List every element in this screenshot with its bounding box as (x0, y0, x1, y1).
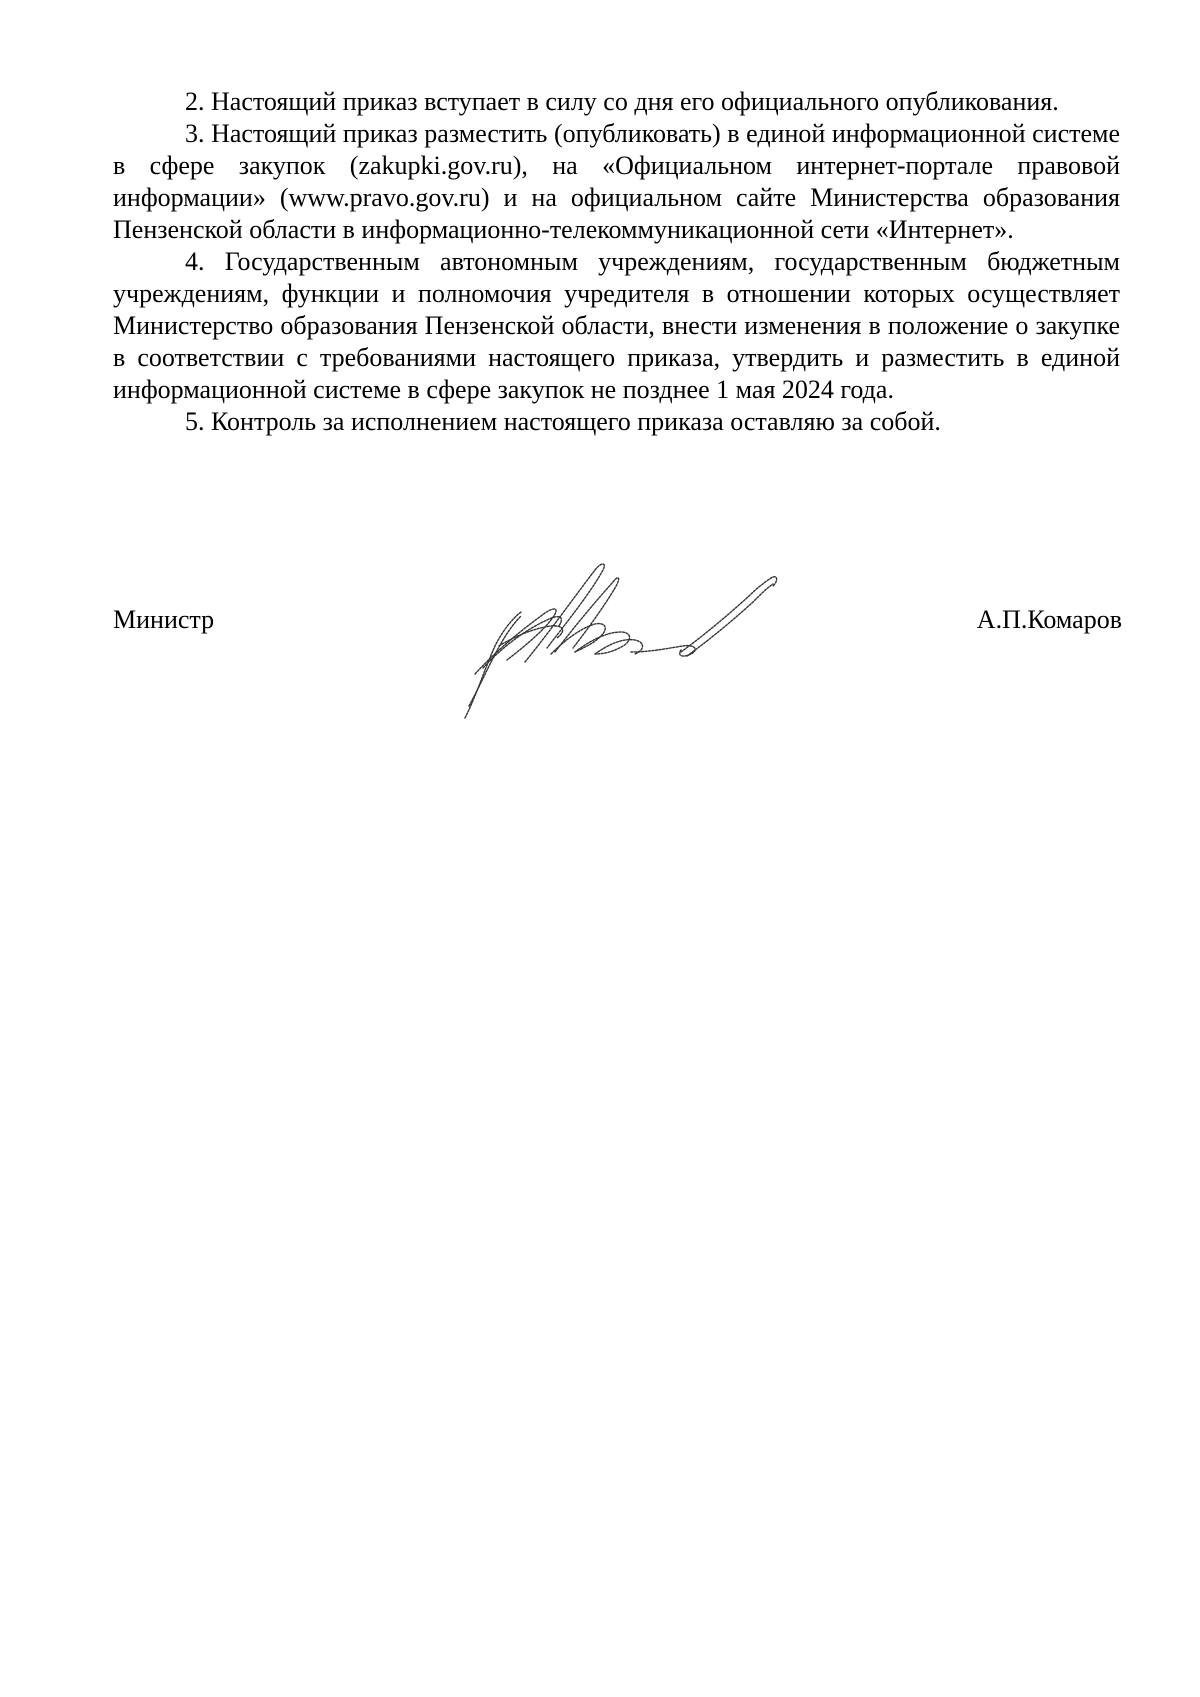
paragraph-4: 4. Государственным автономным учреждениям, государственным бюджетным учреждениям, функции и полномочия учредителя в отношении которых осуществляет Министерство образования Пензенской области, внести изменения в положение о закупке в соответствии с требованиями настоящего приказа, утвердить и разместить в единой информационной системе в сфере закупок не позднее 1 мая 2024 года. (113, 247, 1120, 404)
handwritten-signature-icon (455, 556, 795, 726)
order-body (113, 86, 1120, 438)
paragraph-2: 2. Настоящий приказ вступает в силу со дня его официального опубликования. (185, 87, 1059, 116)
paragraph-5: 5. Контроль за исполнением настоящего приказа оставляю за собой. (185, 407, 941, 436)
signatory-name: А.П.Комаров (976, 605, 1122, 634)
paragraph-3: 3. Настоящий приказ разместить (опубликовать) в единой информационной системе в сфере закупок (zakupki.gov.ru), на «Официальном интернет-портале правовой информации» (www.pravo.gov.ru) и на официальном сайте Министерства образования Пензенской области в информационно-телекоммуникационной сети «Интернет». (113, 119, 1120, 244)
signatory-title: Министр (113, 605, 215, 634)
